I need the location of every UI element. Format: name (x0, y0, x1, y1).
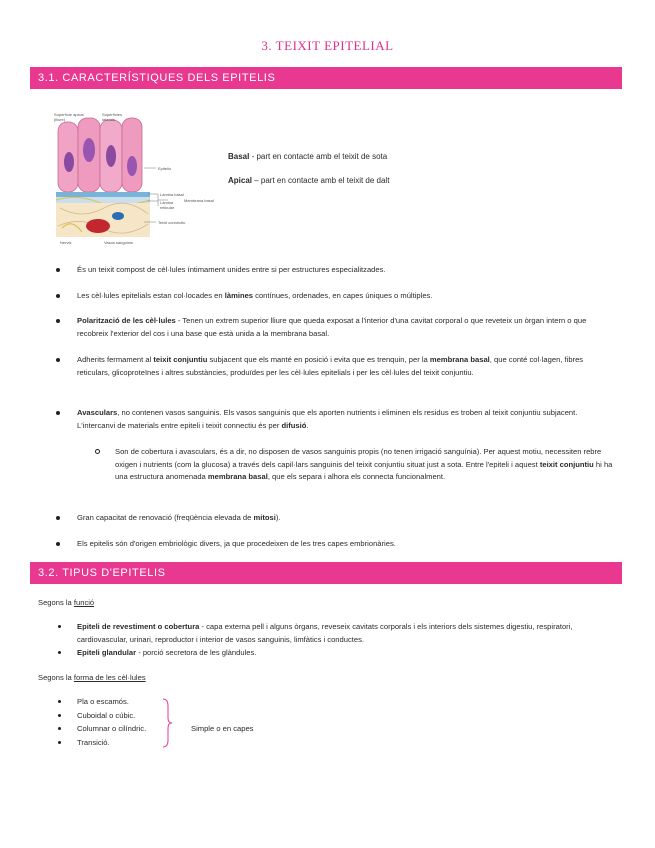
text-run: Son de cobertura i avasculars, és a dir, no disposen de vasos sanguinis propis (no tenen irrigació sanguínia). Per aquest motiu, necessiten rebre oxigen i nutrients (com la glucosa) a través dels capil·lars sanguinis del teixit conjuntiu situat just a sota. Entre l'epiteli i aquest (115, 447, 602, 469)
shape-group-label: Simple o en capes (191, 724, 254, 733)
text-basal: - part en contacte amb el teixit de sota (249, 152, 388, 161)
bold-term: Epiteli glandular (77, 648, 137, 657)
criterion-prefix: Segons la (38, 673, 74, 682)
text-run: - capa externa pell i alguns òrgans, reveseix cavitats corporals i els interiors dels sistemes digestiu, respiratori, cardiovascular, urinari, reproductor i interior de vasos sanguinis, limfàtics i conductes. (77, 622, 573, 644)
bullet-text (77, 407, 617, 432)
bold-term: difusió (281, 420, 307, 430)
bullet-icon (58, 651, 61, 654)
term-basal: Basal (228, 152, 250, 161)
bullet-icon (58, 700, 61, 703)
epithelium-illustration (52, 108, 220, 256)
bullet-icon (58, 727, 61, 730)
bold-term: mitosi (253, 513, 276, 522)
label-blood-vessels: Vasos sanguinis (104, 240, 133, 245)
criterion-keyword: forma de les cèl·lules (73, 673, 146, 682)
section-heading-characteristics: 3.1. CARACTERÍSTIQUES DELS EPITELIS (30, 67, 622, 89)
bullet-text (77, 290, 617, 303)
bold-term: teixit conjuntiu (539, 459, 594, 469)
bold-term: Epiteli de revestiment o cobertura (77, 622, 200, 631)
bold-term: làmines (224, 291, 254, 300)
circle-bullet-icon (95, 449, 100, 454)
text-run: - Tenen un extrem superior lliure que queda exposat a l'interior d'una cavitat corporal o que reveteix un òrgan intern o que recobreix l'exterior del cos i una base que està unida a la membrana basal. (77, 316, 587, 338)
term-apical: Apical (228, 176, 253, 185)
text-run: És un teixit compost de cèl·lules íntimament unides entre si per estructures especialitzades. (77, 265, 386, 274)
bullet-text (77, 647, 617, 660)
bullet-text (77, 621, 617, 646)
text-run: Gran capacitat de renovació (freqüència elevada de (77, 513, 254, 522)
label-epithelium: Epitelio (158, 166, 172, 171)
bullet-icon (56, 358, 60, 362)
text-run: ). (275, 513, 281, 522)
bullet-text (77, 264, 617, 277)
sub-bullet-text (115, 446, 615, 484)
criterion-keyword: funció (73, 598, 95, 607)
text-run: - porció secretora de les glàndules. (136, 648, 257, 657)
bold-term: membrana basal (429, 355, 490, 364)
bullet-icon (56, 268, 60, 272)
label-reticular-lamina: Làmina reticular (160, 200, 175, 210)
text-run: , que els separa i alhora els connecta funcionalment. (267, 472, 446, 481)
label-basal-membrane: Membrana basal (184, 198, 214, 203)
label-apical-surface: Superfície apical (lliure) (54, 112, 84, 122)
definition-basal (228, 152, 387, 161)
text-run: . (306, 420, 309, 430)
text-run: Adherits fermament al (77, 355, 154, 364)
label-nerves: Nervis (60, 240, 72, 245)
label-lateral-surfaces: Superfícies laterals (102, 112, 123, 122)
criterion-shape (38, 673, 146, 682)
curly-brace-icon (162, 698, 172, 748)
bold-term: Avasculars (77, 408, 118, 417)
definition-apical (228, 176, 389, 185)
bullet-icon (58, 714, 61, 717)
text-apical: – part en contacte amb el teixit de dalt (252, 176, 390, 185)
epithelial-cells (58, 118, 142, 192)
bullet-icon (56, 516, 60, 520)
page-title: 3. TEIXIT EPITELIAL (261, 38, 394, 53)
bullet-icon (56, 319, 60, 323)
bullet-icon (56, 411, 60, 415)
bullet-text (77, 512, 617, 525)
text-run: , que conté col·lagen, fibres reticulars, glicoproteïnes i altres substàncies, produïdes per les cèl·lules epitelials i per les cèl·lules del teixit conjuntiu. (77, 355, 584, 377)
text-run: hi ha una estructura anomenada (115, 459, 613, 481)
bold-term: teixit conjuntiu (153, 355, 208, 364)
text-run: subjacent que els manté en posició i evita que es trenquin, per la (207, 355, 430, 364)
bullet-text (77, 315, 617, 340)
bullet-text (77, 354, 617, 379)
epithelium-diagram (52, 108, 220, 256)
criterion-function (38, 598, 94, 607)
text-run: Les cèl·lules epitelials estan col·locades en (77, 291, 225, 300)
text-run: , no contenen vasos sanguinis. Els vasos sanguinis que els aporten nutrients i eliminen els residus es troben al teixit conjuntiu subjacent. L'intercanvi de materials entre epiteli i teixit connectiu és per (77, 408, 578, 430)
bullet-icon (58, 625, 61, 628)
bullet-text (77, 538, 617, 551)
bullet-icon (56, 294, 60, 298)
bullet-icon (58, 741, 61, 744)
label-basal-lamina: Làmina basal (160, 192, 184, 197)
criterion-prefix: Segons la (38, 598, 74, 607)
text-run: Els epitelis són d'origen embriològic divers, ja que procedeixen de les tres capes embrionàries. (77, 539, 396, 548)
bold-term: Polarització de les cèl·lules (77, 316, 176, 325)
text-run: contínues, ordenades, en capes úniques o múltiples. (253, 291, 433, 300)
bold-term: membrana basal (207, 472, 268, 481)
label-connective-tissue: Teixit connectiu (158, 220, 186, 225)
section-heading-types: 3.2. TIPUS D'EPITELIS (30, 562, 622, 584)
bullet-icon (56, 542, 60, 546)
